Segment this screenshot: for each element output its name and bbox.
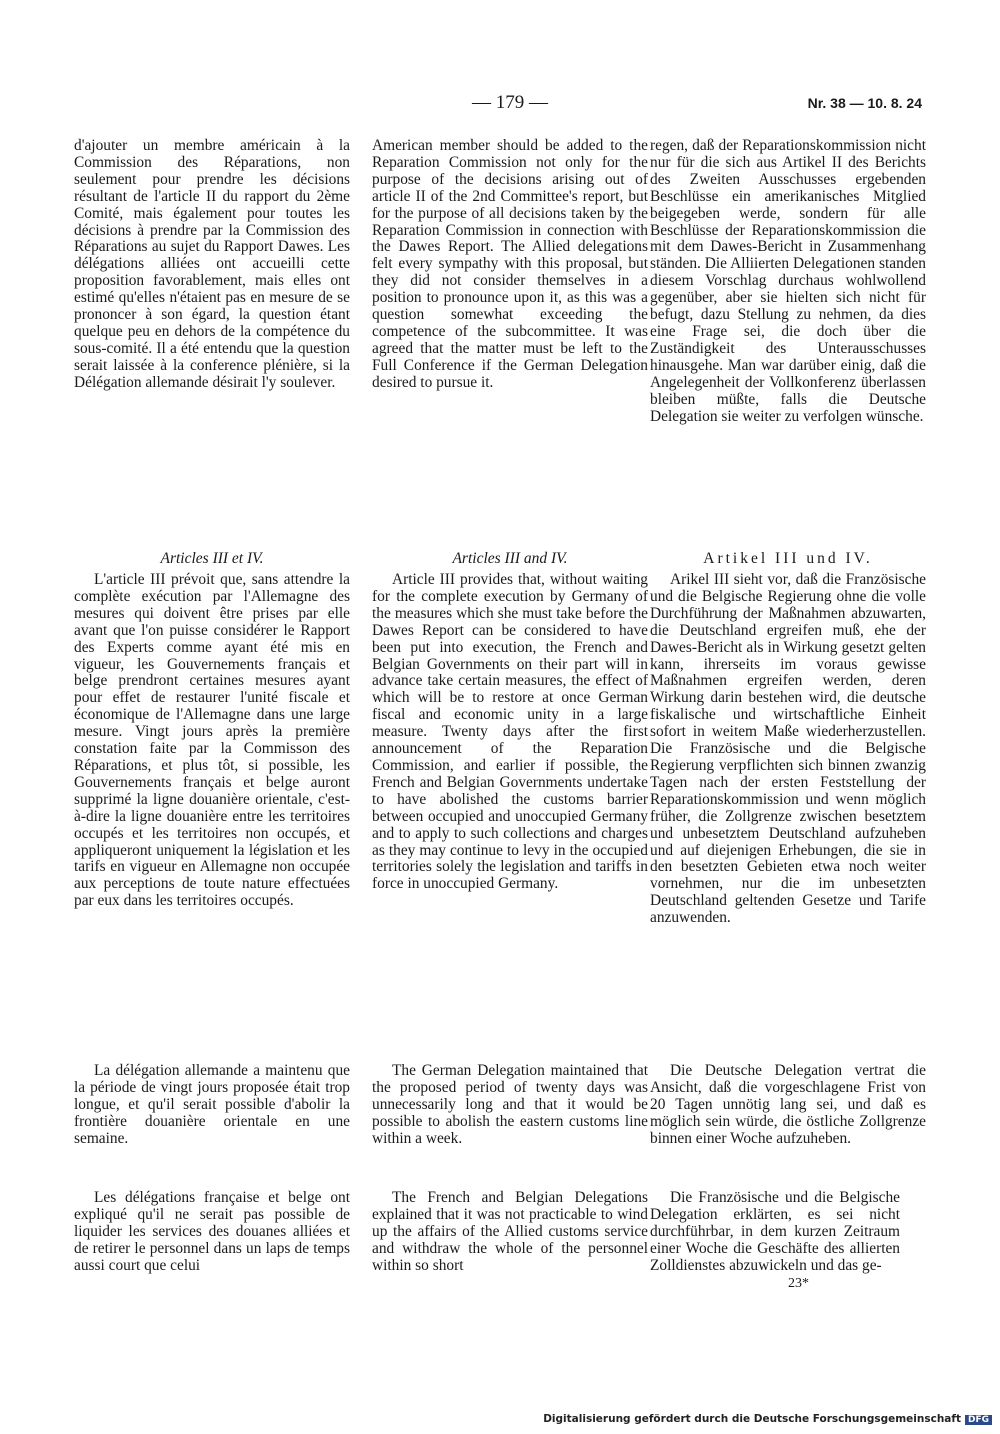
paragraph: regen, daß der Reparationskommission nicht nur für die sich aus Artikel II des Berichts des Zweiten Ausschusses ergebenden Beschlüsse ein amerikanisches Mitglied beigegeben werde, sondern für alle Beschlüsse der Reparationskommission die mit dem Dawes-Bericht in Zusammenhang ständen. Die Alliierten Delegationen standen diesem Vorschlag durchaus wohlwollend gegenüber, aber sie hielten sich nicht für befugt, dazu Stellung zu nehmen, da dies eine Frage sei, die doch über die Zuständigkeit des Unterausschusses hinausgehe. Man war darüber einig, daß die Angelegenheit der Vollkonferenz überlassen bleiben müßte, falls die Deutsche Delegation sie weiter zu verfolgen wünsche. — [650, 137, 926, 425]
section-1-french — [74, 138, 350, 392]
section-2-french — [74, 572, 350, 910]
paragraph: Les délégations française et belge ont expliqué qu'il ne serait pas possible de liquider les services des douanes alliées et de retirer le personnel dans un laps de temps aussi court que celui — [74, 1189, 350, 1274]
paragraph: La délégation allemande a maintenu que la période de vingt jours proposée était trop longue, et qu'il serait possible d'abolir la frontière douanière orientale en une semaine. — [74, 1062, 350, 1147]
issue-reference: Nr. 38 — 10. 8. 24 — [807, 95, 922, 111]
sheet-signature: 23* — [788, 1276, 809, 1291]
paragraph: Die Französische und die Belgische Delegation erklärten, es sei nicht durchführbar, in dem kurzen Zeitraum einer Woche die Geschäfte des allierten Zolldienstes abzuwickeln und das ge- — [650, 1189, 900, 1274]
heading-french: Articles III et IV. — [160, 550, 264, 567]
paragraph: Die Deutsche Delegation vertrat die Ansicht, daß die vorgeschlagene Frist von 20 Tagen unnötig lang sei, und daß es möglich sein würde, die östliche Zollgrenze binnen einer Woche aufzuheben. — [650, 1062, 926, 1147]
section-1-english — [372, 138, 648, 392]
paragraph: American member should be added to the Reparation Commission not only for the purpose of the decisions arising out of article II of the 2nd Committee's report, but for the purpose of all decisions taken by the Reparation Commission in connection with the Dawes Report. The Allied delegations felt every sympathy with this proposal, but they did not consider themselves in a position to pronounce upon it, as this was a question somewhat exceeding the competence of the subcommittee. It was agreed that the matter must be left to the Full Conference if the German Delegation desired to pursue it. — [372, 137, 648, 391]
section-2-german — [650, 572, 926, 927]
section-2-english — [372, 572, 648, 893]
paragraph: Arikel III sieht vor, daß die Französische und die Belgische Regierung ohne die volle Durchführung der Maßnahmen abzuwarten, die Deutschland ergreifen muß, ehe der Dawes-Bericht als in Wirkung gesetzt gelten kann, ihrerseits im voraus gewisse Maßnahmen ergreifen werden, deren Wirkung darin bestehen wird, die deutsche fiskalische und wirtschaftliche Einheit sofort in weitem Maße wiederherzustellen. Die Französische und die Belgische Regierung verpflichten sich binnen zwanzig Tagen nach der ersten Feststellung der Reparationskommission und wenn möglich früher, die Zollgrenze zwischen besetztem und unbesetztem Deutschland aufzuheben und auf diejenigen Erhebungen, die sie in den besetzten Gebieten etwa noch weiter vornehmen, nur die im unbesetzten Deutschland geltenden Gesetze und Tarife anzuwenden. — [650, 571, 926, 927]
heading-english: Articles III and IV. — [452, 550, 568, 567]
paragraph: d'ajouter un membre américain à la Commission des Réparations, non seulement pour prendre les décisions résultant de l'article II du rapport du 2ème Comité, mais également pour toutes les décisions à prendre par la Commission des Réparations au sujet du Rapport Dawes. Les délégations alliées ont accueilli cette proposition favorablement, mais elles ont estimé qu'elles n'étaient pas en mesure de se prononcer à son égard, la question étant quelque peu en dehors de la compétence du sous-comité. Il a été entendu que la question serait laissée à la conference plénière, si la Délégation allemande désirait l'y soulever. — [74, 137, 350, 391]
heading-german: Artikel III und IV. — [703, 550, 873, 567]
section-3-english — [372, 1063, 648, 1148]
page-number: — 179 — — [472, 92, 548, 113]
dfg-logo: DFG — [965, 1415, 992, 1425]
paragraph: Article III provides that, without waiting for the complete execution by Germany of the measures which she must take before the Dawes Report can be considered to have been put into execution, the French and Belgian Governments on their part will in advance take certain measures, the effect of which will be to restore at once German fiscal and economic unity in a large measure. Twenty days after the first announcement of the Reparation Commission, and earlier if possible, the French and Belgian Governments undertake to have abolished the customs barrier between occupied and unoccupied Germany and to apply to such collections and charges as they may continue to levy in the occupied territories solely the legislation and tariffs in force in unoccupied Germany. — [372, 571, 648, 893]
section-3-french — [74, 1063, 350, 1148]
section-3-german — [650, 1063, 926, 1148]
digitization-footer — [543, 1413, 992, 1425]
footer-text: Digitalisierung gefördert durch die Deutsche Forschungsgemeinschaft — [543, 1413, 961, 1425]
paragraph: The German Delegation maintained that the proposed period of twenty days was unnecessarily long and that it would be possible to abolish the eastern customs line within a week. — [372, 1062, 648, 1147]
section-1-german — [650, 138, 926, 425]
section-4-french — [74, 1190, 350, 1275]
section-4-english — [372, 1190, 648, 1275]
paragraph: The French and Belgian Delegations explained that it was not practicable to wind up the affairs of the Allied customs service and withdraw the whole of the personnel within so short — [372, 1189, 648, 1274]
page-header — [0, 92, 1000, 116]
paragraph: L'article III prévoit que, sans attendre la complète exécution par l'Allemagne des mesures qui doivent être prises par elle avant que l'on puisse considérer le Rapport des Experts comme ayant été mis en vigueur, les Gouvernements français et belge prendront certaines mesures ayant pour effet de restaurer l'unité fiscale et économique de l'Allemagne dans une large mesure. Vingt jours après la première constation faite par la Commisson des Réparations, et plus tôt, si possible, les Gouvernements français et belge auront supprimé la ligne douanière orientale, c'est-à-dire la ligne douanière entre les territoires occupés et les territoires non occupés, et appliqueront uniquement la législation et les tarifs en vigueur en Allemagne non occupée aux perceptions de toute nature effectuées par eux dans les territoires occupés. — [74, 571, 350, 910]
section-4-german — [650, 1190, 900, 1275]
